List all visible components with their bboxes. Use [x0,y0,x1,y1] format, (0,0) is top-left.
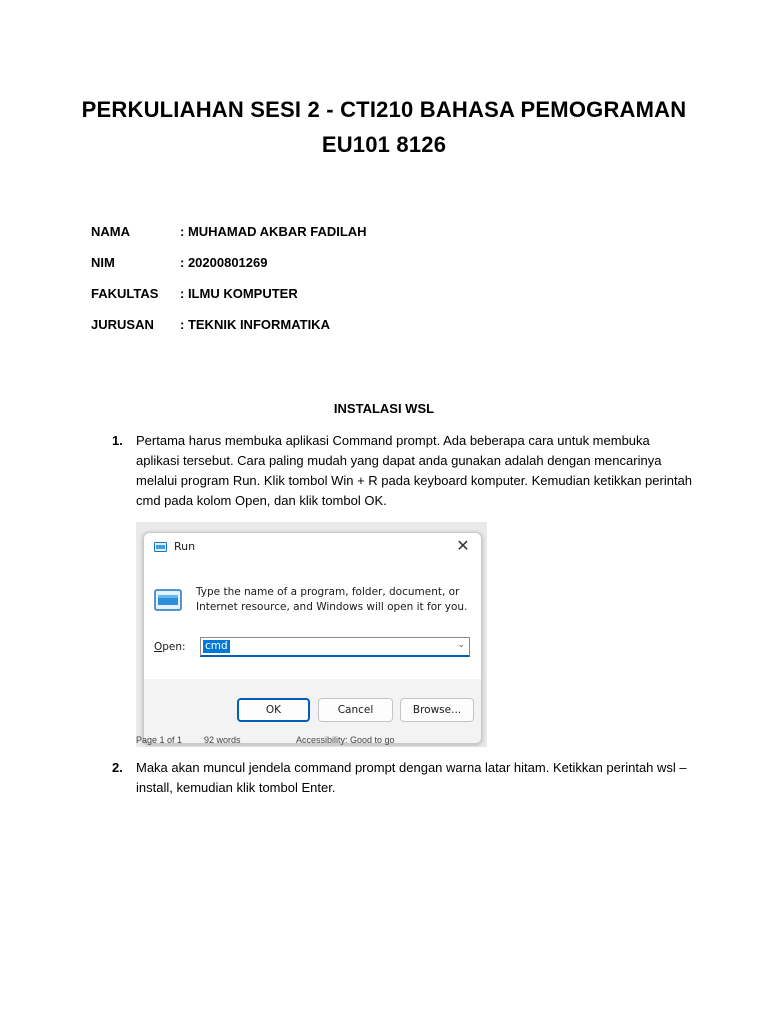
open-input-value: cmd [205,640,228,652]
info-row-nim [91,247,367,278]
section-heading: INSTALASI WSL [333,401,435,416]
info-label: FAKULTAS [91,286,159,301]
step-text: Maka akan muncul jendela command prompt dengan warna latar hitam. Ketikkan perintah wsl –install, kemudian klik tombol Enter. [136,760,687,795]
dialog-title: Run [174,540,196,553]
student-info [91,216,367,340]
info-row-jurusan [91,309,367,340]
info-label: NIM [91,255,115,270]
ok-button[interactable]: OK [237,698,310,722]
status-accessibility: Accessibility: Good to go [296,735,395,745]
document-title [0,92,768,162]
run-dialog [143,532,482,744]
step-text: Pertama harus membuka aplikasi Command prompt. Ada beberapa cara untuk membuka aplikasi tersebut. Cara paling mudah yang dapat anda gunakan adalah dengan mencarinya melalui program Run. Klik tombol Win + R pada keyboard komputer. Kemudian ketikkan perintah cmd pada kolom Open, dan klik tombol OK. [136,433,693,508]
dialog-description: Type the name of a program, folder, document, or Internet resource, and Windows will open it for you. [196,586,468,613]
open-label [154,641,186,653]
open-label-accel: O [154,641,163,653]
dialog-titlebar [144,533,481,561]
open-label-rest: pen: [162,641,186,653]
info-row-nama [91,216,367,247]
run-icon [154,542,167,552]
status-words: 92 words [204,735,241,745]
step-item-1 [112,431,696,511]
info-label: JURUSAN [91,317,154,332]
run-icon [154,589,182,611]
browse-button[interactable]: Browse... [400,698,474,722]
info-value: : 20200801269 [180,255,268,270]
info-value: : ILMU KOMPUTER [180,286,298,301]
open-input[interactable] [200,637,470,657]
info-row-fakultas [91,278,367,309]
title-line-2: EU101 8126 [321,132,447,157]
step-number: 2. [112,760,123,775]
word-statusbar [136,735,487,747]
info-value: : MUHAMAD AKBAR FADILAH [180,224,367,239]
step-number: 1. [112,433,123,448]
step-item-2 [112,758,696,798]
cancel-button[interactable]: Cancel [318,698,393,722]
title-line-1: PERKULIAHAN SESI 2 - CTI210 BAHASA PEMOGRAMAN [81,97,687,122]
chevron-down-icon[interactable]: ⌄ [457,640,465,650]
dialog-body [144,561,481,679]
status-page: Page 1 of 1 [136,735,183,745]
info-value: : TEKNIK INFORMATIKA [180,317,330,332]
close-icon[interactable]: ✕ [456,536,470,555]
run-dialog-screenshot [136,522,487,747]
info-label: NAMA [91,224,130,239]
